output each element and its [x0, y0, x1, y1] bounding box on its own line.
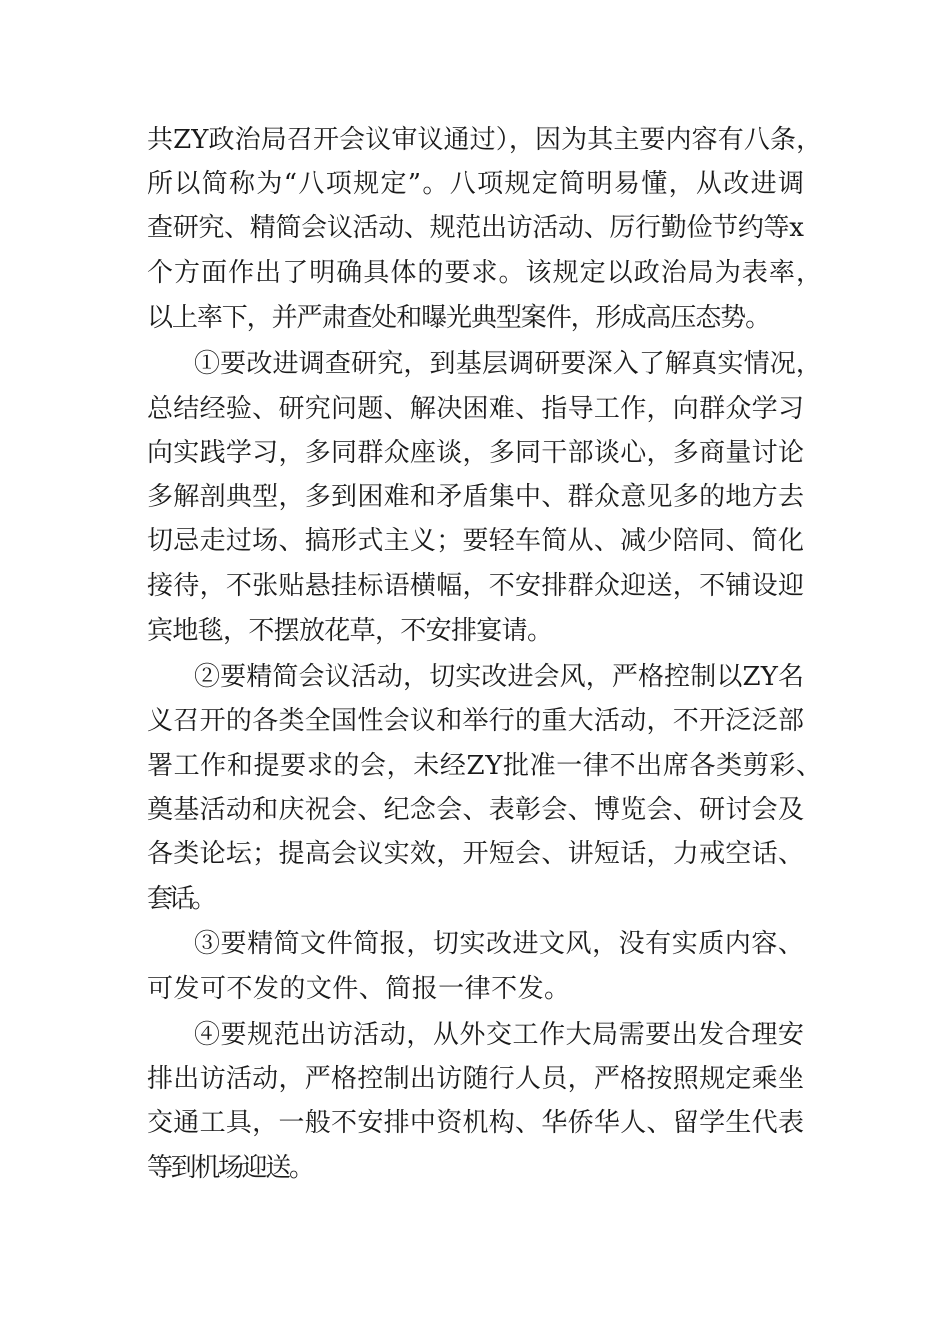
- text-line: [0, 251, 950, 295]
- text-line: [0, 922, 950, 966]
- line-text: 接待，不张贴悬挂标语横幅，不安排群众迎送，不铺设迎: [147, 571, 805, 601]
- line-text: 切忌走过场、搞形式主义；要轻车简从、减少陪同、简化: [147, 526, 805, 556]
- text-line: [0, 342, 950, 386]
- text-line: [0, 788, 950, 832]
- line-text: 所以简称为“八项规定”。八项规定简明易懂，从改进调: [147, 169, 806, 199]
- line-text: 可发可不发的文件、简报一律不发。: [147, 974, 571, 1004]
- line-text: 共ZY政治局召开会议审议通过），因为其主要内容有八条，: [147, 125, 823, 155]
- line-text: ①要改进调查研究，到基层调研要深入了解真实情况，: [194, 349, 823, 379]
- line-text: ③要精简文件简报，切实改进文风，没有实质内容、: [194, 929, 805, 959]
- line-text: 义召开的各类全国性会议和举行的重大活动，不开泛泛部: [147, 706, 805, 736]
- text-line: [0, 519, 950, 563]
- text-line: [0, 475, 950, 519]
- line-text: ②要精简会议活动，切实改进会风，严格控制以ZY名: [194, 662, 805, 692]
- text-line: [0, 609, 950, 653]
- text-line: [0, 877, 950, 921]
- text-line: [0, 967, 950, 1011]
- text-line: [0, 564, 950, 608]
- line-text: 总结经验、研究问题、解决困难、指导工作，向群众学习: [147, 394, 805, 424]
- line-text: 多解剖典型，多到困难和矛盾集中、群众意见多的地方去: [147, 482, 805, 512]
- text-line: [0, 431, 950, 475]
- line-text: 查研究、精简会议活动、规范出访活动、厉行勤俭节约等x: [147, 213, 804, 243]
- line-text: 以上率下，并严肃查处和曝光典型案件，形成高压态势。: [147, 303, 771, 333]
- line-text: 套话。: [147, 884, 214, 914]
- line-text: ④要规范出访活动，从外交工作大局需要出发合理安: [194, 1020, 805, 1050]
- text-line: [0, 1146, 950, 1190]
- text-line: [0, 206, 950, 250]
- line-text: 宾地毯，不摆放花草，不安排宴请。: [147, 616, 553, 646]
- line-text: 交通工具，一般不安排中资机构、华侨华人、留学生代表: [147, 1108, 805, 1138]
- line-text: 各类论坛；提高会议实效，开短会、讲短话，力戒空话、: [147, 839, 805, 869]
- text-line: [0, 118, 950, 162]
- line-text: 个方面作出了明确具体的要求。该规定以政治局为表率，: [147, 258, 824, 288]
- text-line: [0, 699, 950, 743]
- line-text: 排出访活动，严格控制出访随行人员，严格按照规定乘坐: [147, 1064, 805, 1094]
- text-line: [0, 832, 950, 876]
- text-line: [0, 744, 950, 788]
- text-line: [0, 1057, 950, 1101]
- line-text: 署工作和提要求的会，未经ZY批准一律不出席各类剪彩、: [147, 751, 823, 781]
- line-text: 奠基活动和庆祝会、纪念会、表彰会、博览会、研讨会及: [147, 795, 805, 825]
- line-text: 等到机场迎送。: [147, 1153, 313, 1183]
- text-line: [0, 655, 950, 699]
- text-line: [0, 296, 950, 340]
- line-text: 向实践学习，多同群众座谈，多同干部谈心，多商量讨论: [147, 438, 805, 468]
- text-line: [0, 162, 950, 206]
- text-line: [0, 1013, 950, 1057]
- text-line: [0, 1101, 950, 1145]
- text-line: [0, 387, 950, 431]
